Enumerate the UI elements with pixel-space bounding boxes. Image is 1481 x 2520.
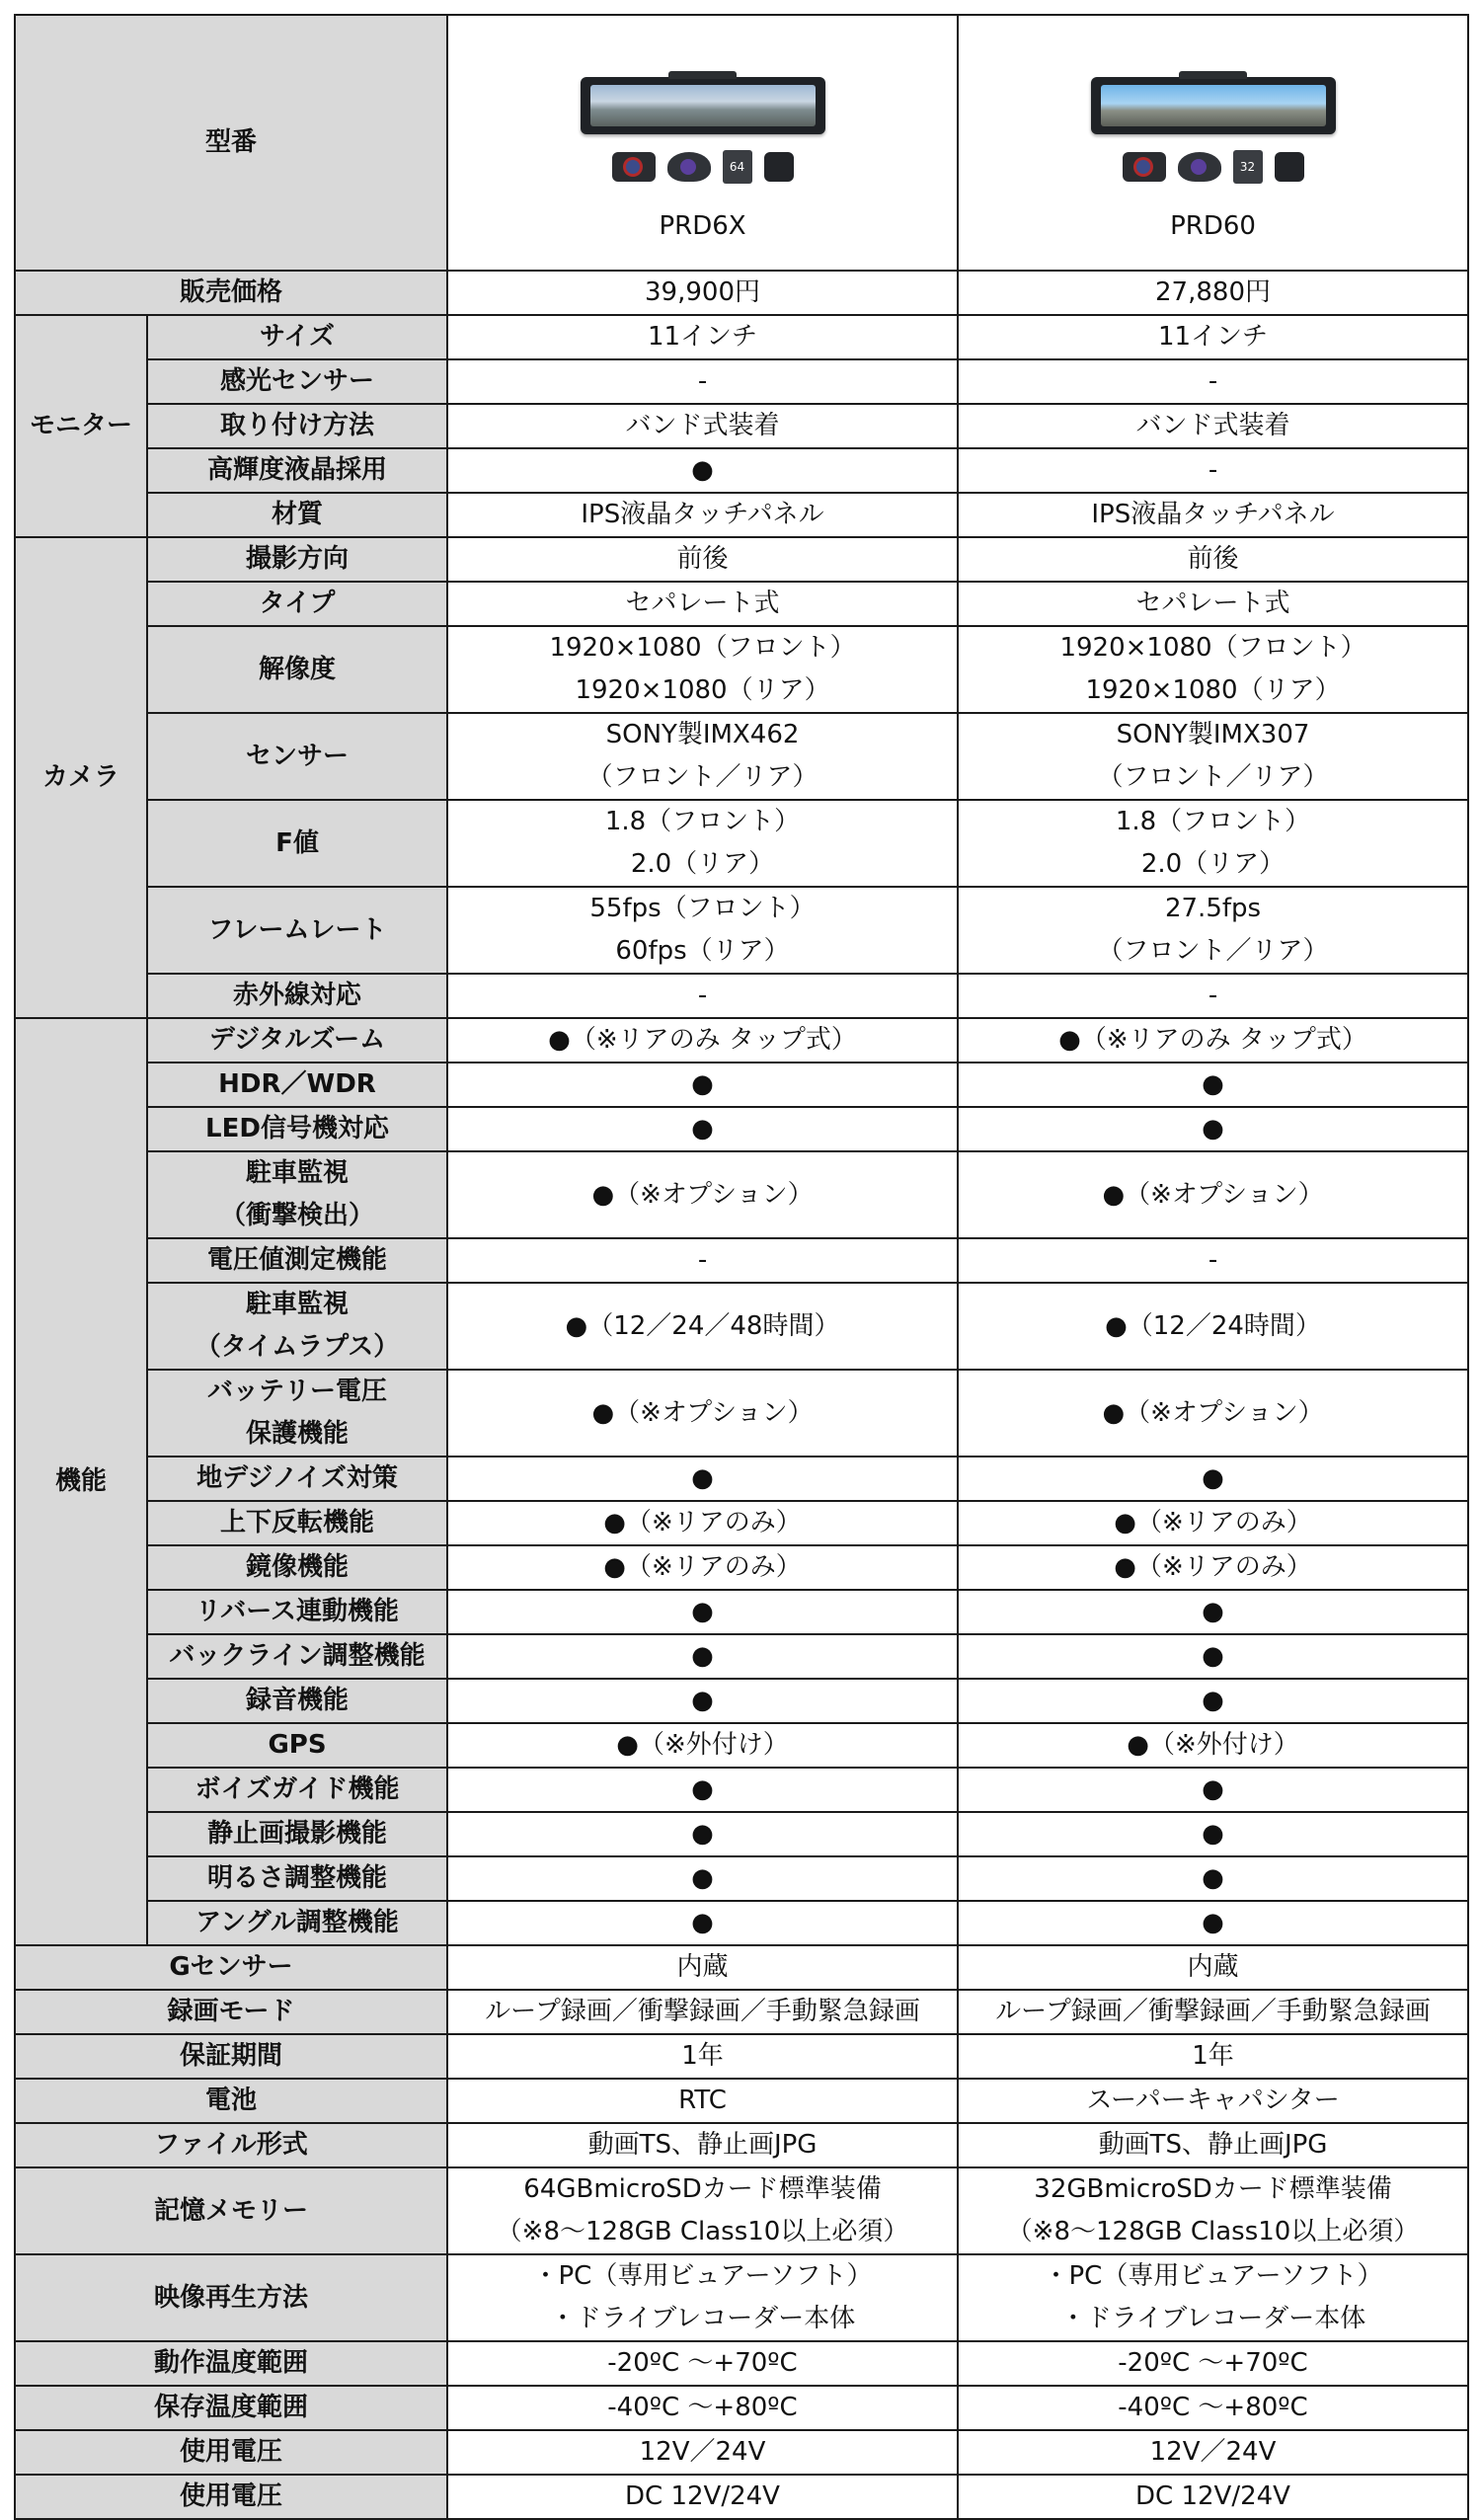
spec-label: フレームレート: [147, 887, 447, 974]
value-prd6x: [447, 2034, 958, 2079]
spec-label: 保証期間: [15, 2034, 447, 2079]
value-prd60: [958, 626, 1468, 713]
value-prd6x: [447, 800, 958, 887]
spec-value-line: DC 12V/24V: [1135, 2481, 1290, 2511]
spec-value-line: （フロント／リア）: [586, 762, 818, 792]
spec-value-line: 1920×1080（フロント）: [549, 633, 856, 663]
spec-value-line: ●: [1202, 1863, 1224, 1893]
spec-value-line: ●（※リアのみ）: [603, 1552, 802, 1582]
spec-value-line: ・PC（専用ビュアーソフト）: [1043, 2261, 1383, 2291]
spec-row: [15, 2079, 1468, 2123]
spec-row: [15, 1238, 1468, 1283]
value-prd6x: [447, 404, 958, 448]
spec-value-line: 1.8（フロント）: [604, 807, 801, 836]
value-prd6x: [447, 1107, 958, 1151]
value-prd6x: [447, 271, 958, 315]
value-prd6x: [447, 713, 958, 800]
spec-value-line: 55fps（フロント）: [589, 894, 816, 923]
value-prd60: [958, 2123, 1468, 2167]
spec-label: F値: [147, 800, 447, 887]
spec-row: [15, 1018, 1468, 1063]
value-prd60: [958, 1107, 1468, 1151]
spec-value-line: ●（12／24時間）: [1105, 1310, 1321, 1341]
value-prd6x: [447, 974, 958, 1018]
group-label: 機能: [15, 1018, 147, 1945]
spec-value-line: -40ºC ～+80ºC: [1118, 2393, 1308, 2422]
spec-value-line: -: [1208, 455, 1218, 485]
spec-value-line: 11インチ: [647, 322, 758, 352]
value-prd6x: [447, 1634, 958, 1679]
spec-row: [15, 1856, 1468, 1901]
spec-value-line: ●: [691, 1597, 714, 1626]
mirror-monitor-icon: [1091, 77, 1336, 134]
value-prd6x: [447, 1945, 958, 1990]
spec-row: [15, 1457, 1468, 1501]
front-camera-icon: [1123, 152, 1166, 182]
spec-value-line: ●: [691, 1819, 714, 1849]
spec-row: [15, 1634, 1468, 1679]
spec-label-line: 駐車監視: [246, 1290, 350, 1319]
spec-value-line: -: [697, 366, 708, 396]
spec-value-line: ・ドライブレコーダー本体: [1059, 2304, 1366, 2333]
value-prd6x: [447, 1018, 958, 1063]
spec-label: 取り付け方法: [147, 404, 447, 448]
spec-label: 電池: [15, 2079, 447, 2123]
value-prd6x: [447, 2341, 958, 2386]
spec-value-line: 27,880円: [1155, 277, 1271, 307]
value-prd60: [958, 1901, 1468, 1945]
spec-value-line: -: [1208, 1245, 1218, 1275]
value-prd60: [958, 493, 1468, 537]
spec-label: 保存温度範囲: [15, 2386, 447, 2430]
spec-row: [15, 1501, 1468, 1545]
spec-value-line: -20ºC ～+70ºC: [607, 2348, 798, 2378]
spec-value-line: -20ºC ～+70ºC: [1118, 2348, 1308, 2378]
spec-value-line: 1920×1080（リア）: [1085, 675, 1341, 705]
accessory-set: [612, 150, 794, 184]
spec-label: [147, 1283, 447, 1370]
value-prd60: [958, 2254, 1468, 2341]
spec-row: [15, 2034, 1468, 2079]
spec-label: 録音機能: [147, 1679, 447, 1723]
spec-value-line: ●（※リアのみ）: [603, 1508, 802, 1537]
value-prd60: [958, 1501, 1468, 1545]
spec-value-line: セパレート式: [625, 589, 780, 618]
spec-value-line: -: [1208, 981, 1218, 1010]
group-label: モニター: [15, 315, 147, 537]
value-prd60: [958, 1590, 1468, 1634]
value-prd6x: [447, 1679, 958, 1723]
product-image: [963, 55, 1463, 205]
spec-value-line: IPS液晶タッチパネル: [1091, 500, 1335, 529]
spec-label: [147, 1370, 447, 1457]
spec-value-line: SONY製IMX462: [605, 720, 800, 749]
value-prd60: [958, 1063, 1468, 1107]
spec-value-line: -: [1208, 366, 1218, 396]
spec-row: [15, 1812, 1468, 1856]
value-prd6x: [447, 2167, 958, 2254]
spec-row: [15, 1370, 1468, 1457]
spec-row: [15, 1901, 1468, 1945]
spec-row: [15, 2167, 1468, 2254]
value-prd60: [958, 315, 1468, 359]
value-prd6x: [447, 1901, 958, 1945]
value-prd60: [958, 1990, 1468, 2034]
value-prd6x: [447, 359, 958, 404]
value-prd60: [958, 537, 1468, 582]
spec-value-line: ●: [691, 1686, 714, 1715]
value-prd6x: [447, 582, 958, 626]
value-prd6x: [447, 1238, 958, 1283]
spec-label: ファイル形式: [15, 2123, 447, 2167]
spec-row: [15, 404, 1468, 448]
spec-value-line: ●（※オプション）: [591, 1397, 814, 1428]
spec-label: 撮影方向: [147, 537, 447, 582]
spec-row: [15, 1151, 1468, 1238]
spec-row: [15, 448, 1468, 493]
spec-label-line: （衝撃検出）: [220, 1201, 375, 1230]
value-prd6x: [447, 1990, 958, 2034]
spec-label: HDR／WDR: [147, 1063, 447, 1107]
value-prd6x: [447, 1768, 958, 1812]
spec-value-line: （フロント／リア）: [1097, 936, 1329, 966]
spec-label: 明るさ調整機能: [147, 1856, 447, 1901]
spec-value-line: ●: [1202, 1686, 1224, 1715]
spec-row: [15, 1679, 1468, 1723]
spec-value-line: ●（12／24／48時間）: [565, 1310, 840, 1341]
spec-value-line: （フロント／リア）: [1097, 762, 1329, 792]
gps-module-icon: [1275, 152, 1304, 182]
sd-card-icon: 32: [1233, 150, 1263, 184]
spec-row: [15, 1545, 1468, 1590]
spec-row: [15, 1590, 1468, 1634]
spec-value-line: 内蔵: [676, 1952, 729, 1982]
value-prd60: [958, 271, 1468, 315]
spec-row: [15, 2475, 1468, 2519]
value-prd6x: [447, 1283, 958, 1370]
front-camera-icon: [612, 152, 656, 182]
spec-value-line: 内蔵: [1187, 1952, 1239, 1982]
accessory-set: [1123, 150, 1304, 184]
value-prd60: [958, 1545, 1468, 1590]
spec-label: タイプ: [147, 582, 447, 626]
spec-value-line: DC 12V/24V: [625, 2481, 780, 2511]
spec-value-line: ●（※リアのみ タップ式）: [548, 1025, 857, 1055]
spec-value-line: スーパーキャパシター: [1086, 2086, 1340, 2115]
spec-value-line: 11インチ: [1157, 322, 1269, 352]
value-prd6x: [447, 2430, 958, 2475]
spec-value-line: ・PC（専用ビュアーソフト）: [532, 2261, 873, 2291]
spec-comparison-table: [14, 14, 1469, 2520]
spec-value-line: 27.5fps: [1164, 894, 1262, 923]
spec-value-line: ●: [1202, 1069, 1224, 1099]
spec-value-line: 12V／24V: [639, 2437, 766, 2467]
spec-value-line: 64GBmicroSDカード標準装備: [523, 2174, 882, 2204]
value-prd6x: [447, 1457, 958, 1501]
spec-row: [15, 1723, 1468, 1768]
model-label: 型番: [15, 15, 447, 271]
spec-value-line: 前後: [1187, 544, 1239, 574]
value-prd6x: [447, 1370, 958, 1457]
spec-label: 鏡像機能: [147, 1545, 447, 1590]
spec-value-line: 32GBmicroSDカード標準装備: [1034, 2174, 1392, 2204]
spec-label: 記憶メモリー: [15, 2167, 447, 2254]
spec-value-line: ●: [691, 1908, 714, 1937]
gps-module-icon: [764, 152, 794, 182]
spec-value-line: ●: [1202, 1908, 1224, 1937]
value-prd6x: [447, 1856, 958, 1901]
spec-label: 使用電圧: [15, 2430, 447, 2475]
spec-label: 電圧値測定機能: [147, 1238, 447, 1283]
spec-value-line: RTC: [678, 2086, 727, 2115]
value-prd60: [958, 1945, 1468, 1990]
value-prd6x: [447, 1063, 958, 1107]
spec-value-line: ループ録画／衝撃録画／手動緊急録画: [485, 1997, 920, 2026]
value-prd6x: [447, 1151, 958, 1238]
spec-value-line: 前後: [676, 544, 729, 574]
value-prd60: [958, 1018, 1468, 1063]
value-prd6x: [447, 448, 958, 493]
spec-value-line: ●（※リアのみ タップ式）: [1058, 1025, 1367, 1055]
model-name: PRD60: [1170, 211, 1256, 241]
spec-value-line: -: [697, 1245, 708, 1275]
spec-value-line: -40ºC ～+80ºC: [607, 2393, 798, 2422]
spec-label: GPS: [147, 1723, 447, 1768]
value-prd60: [958, 1457, 1468, 1501]
spec-value-line: -: [697, 981, 708, 1010]
value-prd6x: [447, 2475, 958, 2519]
spec-label-line: 駐車監視: [246, 1158, 350, 1188]
spec-label: [147, 1151, 447, 1238]
value-prd6x: [447, 1590, 958, 1634]
group-label: カメラ: [15, 537, 147, 1018]
value-prd60: [958, 800, 1468, 887]
spec-value-line: ●（※外付け）: [616, 1730, 789, 1760]
spec-value-line: ●（※外付け）: [1127, 1730, 1299, 1760]
spec-value-line: ●: [1202, 1819, 1224, 1849]
model-cell: [447, 15, 958, 271]
spec-value-line: ●: [1202, 1114, 1224, 1143]
spec-row: [15, 1107, 1468, 1151]
spec-row: [15, 1063, 1468, 1107]
value-prd60: [958, 582, 1468, 626]
spec-label: リバース連動機能: [147, 1590, 447, 1634]
value-prd6x: [447, 493, 958, 537]
spec-label: 販売価格: [15, 271, 447, 315]
value-prd6x: [447, 2254, 958, 2341]
spec-label: LED信号機対応: [147, 1107, 447, 1151]
spec-row: [15, 537, 1468, 582]
model-row: [15, 15, 1468, 271]
value-prd6x: [447, 537, 958, 582]
product-image: [452, 55, 953, 205]
value-prd60: [958, 1634, 1468, 1679]
value-prd60: [958, 2475, 1468, 2519]
spec-value-line: ●（※リアのみ）: [1114, 1508, 1312, 1537]
spec-label: 地デジノイズ対策: [147, 1457, 447, 1501]
spec-value-line: ●（※オプション）: [1102, 1179, 1324, 1210]
spec-value-line: 動画TS、静止画JPG: [587, 2130, 818, 2160]
value-prd60: [958, 2386, 1468, 2430]
spec-label: アングル調整機能: [147, 1901, 447, 1945]
spec-value-line: バンド式装着: [1135, 411, 1290, 440]
spec-label: デジタルズーム: [147, 1018, 447, 1063]
spec-value-line: 1年: [681, 2041, 724, 2071]
value-prd60: [958, 404, 1468, 448]
value-prd60: [958, 1238, 1468, 1283]
model-name: PRD6X: [659, 211, 746, 241]
value-prd6x: [447, 1501, 958, 1545]
spec-value-line: ●（※オプション）: [591, 1179, 814, 1210]
value-prd60: [958, 974, 1468, 1018]
spec-value-line: （※8～128GB Class10以上必須）: [496, 2217, 909, 2246]
spec-row: [15, 493, 1468, 537]
spec-label: サイズ: [147, 315, 447, 359]
spec-value-line: ●（※リアのみ）: [1114, 1552, 1312, 1582]
spec-value-line: ●: [1202, 1774, 1224, 1804]
spec-value-line: ●（※オプション）: [1102, 1397, 1324, 1428]
spec-row: [15, 887, 1468, 974]
spec-row: [15, 582, 1468, 626]
spec-value-line: 動画TS、静止画JPG: [1098, 2130, 1328, 2160]
sd-card-icon: 64: [723, 150, 752, 184]
spec-label: バックライン調整機能: [147, 1634, 447, 1679]
spec-value-line: ループ録画／衝撃録画／手動緊急録画: [995, 1997, 1431, 2026]
value-prd6x: [447, 1545, 958, 1590]
spec-label: 動作温度範囲: [15, 2341, 447, 2386]
spec-value-line: バンド式装着: [625, 411, 780, 440]
value-prd6x: [447, 626, 958, 713]
value-prd60: [958, 448, 1468, 493]
spec-value-line: ●: [691, 1774, 714, 1804]
rear-camera-icon: [667, 152, 711, 182]
spec-value-line: SONY製IMX307: [1116, 720, 1310, 749]
value-prd60: [958, 2079, 1468, 2123]
spec-label: 高輝度液晶採用: [147, 448, 447, 493]
spec-row: [15, 2341, 1468, 2386]
spec-value-line: 12V／24V: [1149, 2437, 1277, 2467]
spec-row: [15, 1990, 1468, 2034]
spec-row: [15, 2123, 1468, 2167]
spec-label: 録画モード: [15, 1990, 447, 2034]
spec-row: [15, 2386, 1468, 2430]
spec-row: [15, 359, 1468, 404]
value-prd6x: [447, 2386, 958, 2430]
value-prd60: [958, 1768, 1468, 1812]
spec-value-line: 1920×1080（フロント）: [1059, 633, 1366, 663]
spec-label-line: 保護機能: [246, 1419, 350, 1449]
spec-row: [15, 713, 1468, 800]
spec-label: 上下反転機能: [147, 1501, 447, 1545]
spec-value-line: ●: [691, 1069, 714, 1099]
value-prd60: [958, 2167, 1468, 2254]
value-prd6x: [447, 315, 958, 359]
value-prd60: [958, 2430, 1468, 2475]
spec-value-line: ●: [1202, 1597, 1224, 1626]
value-prd6x: [447, 887, 958, 974]
spec-row: [15, 800, 1468, 887]
spec-value-line: セパレート式: [1135, 589, 1290, 618]
value-prd6x: [447, 2123, 958, 2167]
spec-label: 感光センサー: [147, 359, 447, 404]
spec-value-line: ●: [691, 1641, 714, 1671]
spec-value-line: IPS液晶タッチパネル: [581, 500, 824, 529]
value-prd60: [958, 1679, 1468, 1723]
value-prd60: [958, 2034, 1468, 2079]
spec-value-line: 1920×1080（リア）: [575, 675, 830, 705]
value-prd60: [958, 713, 1468, 800]
spec-value-line: ●: [691, 455, 714, 485]
mirror-monitor-icon: [581, 77, 825, 134]
spec-label: 静止画撮影機能: [147, 1812, 447, 1856]
spec-row: [15, 1283, 1468, 1370]
spec-label: センサー: [147, 713, 447, 800]
value-prd60: [958, 2341, 1468, 2386]
value-prd6x: [447, 1723, 958, 1768]
spec-label: Gセンサー: [15, 1945, 447, 1990]
spec-label: 解像度: [147, 626, 447, 713]
spec-row: [15, 1945, 1468, 1990]
spec-row: [15, 2430, 1468, 2475]
spec-row: [15, 626, 1468, 713]
value-prd6x: [447, 2079, 958, 2123]
spec-label: 映像再生方法: [15, 2254, 447, 2341]
value-prd60: [958, 359, 1468, 404]
spec-row: [15, 315, 1468, 359]
spec-row: [15, 271, 1468, 315]
spec-row: [15, 1768, 1468, 1812]
spec-label: 赤外線対応: [147, 974, 447, 1018]
spec-value-line: ●: [691, 1863, 714, 1893]
value-prd60: [958, 1283, 1468, 1370]
spec-value-line: ●: [1202, 1641, 1224, 1671]
rear-camera-icon: [1178, 152, 1221, 182]
spec-value-line: 2.0（リア）: [1140, 849, 1286, 879]
spec-value-line: （※8～128GB Class10以上必須）: [1006, 2217, 1420, 2246]
spec-label: ボイズガイド機能: [147, 1768, 447, 1812]
spec-label-line: バッテリー電圧: [207, 1377, 388, 1406]
spec-value-line: 1年: [1192, 2041, 1234, 2071]
spec-row: [15, 974, 1468, 1018]
value-prd60: [958, 1723, 1468, 1768]
spec-label: 材質: [147, 493, 447, 537]
value-prd60: [958, 1856, 1468, 1901]
spec-table-body: [15, 15, 1468, 2519]
value-prd6x: [447, 1812, 958, 1856]
value-prd60: [958, 1151, 1468, 1238]
spec-row: [15, 2254, 1468, 2341]
spec-value-line: ●: [1202, 1463, 1224, 1493]
spec-value-line: ●: [691, 1114, 714, 1143]
model-cell: [958, 15, 1468, 271]
value-prd60: [958, 1812, 1468, 1856]
spec-value-line: 39,900円: [645, 277, 760, 307]
spec-value-line: 2.0（リア）: [630, 849, 775, 879]
value-prd60: [958, 1370, 1468, 1457]
value-prd60: [958, 887, 1468, 974]
spec-label-line: （タイムラプス）: [195, 1332, 400, 1362]
spec-value-line: ・ドライブレコーダー本体: [549, 2304, 856, 2333]
spec-value-line: 1.8（フロント）: [1115, 807, 1311, 836]
spec-label: 使用電圧: [15, 2475, 447, 2519]
spec-value-line: ●: [691, 1463, 714, 1493]
spec-value-line: 60fps（リア）: [615, 936, 790, 966]
